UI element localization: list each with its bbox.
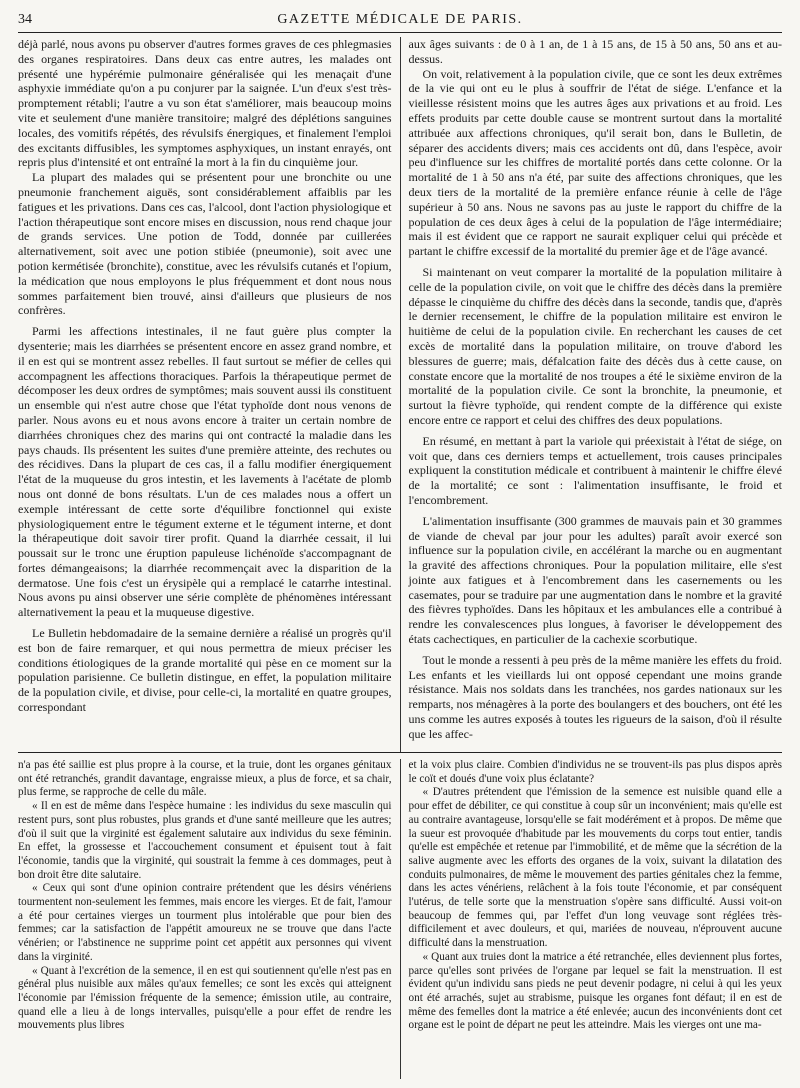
paragraph: La plupart des malades qui se présentent pour une bronchite ou une pneumonie franchement aiguës, sont considérablement affaiblis par les fatigues et les privations. Dans ces cas, l'alcool, dont l'action physiologique et l'action thérapeutique sont encore mises en discussion, nous rend chaque jour de grands services. Une potion de Todd, donnée par cuillerées alternativement, soit avec une potion stibiée (pneumonie), soit avec une potion kermétisée (bronchite), constitue, avec les révulsifs cutanés et l'opium, la médication que nous employons le plus fréquemment et dont nous nous sommes parfaitement bien trouvé, ainsi d'ailleurs que plusieurs de nos confrères.	[18, 170, 392, 318]
paragraph: n'a pas été saillie est plus propre à la course, et la truie, dont les organes génitaux ont été retranchés, grandit davantage, engraisse mieux, a plus de force, et sa chair, plus ferme, se rapproche de celle du mâle.	[18, 759, 392, 799]
paragraph: « Quant à l'excrétion de la semence, il en est qui soutiennent qu'elle n'est pas en général plus nuisible aux mâles qu'aux femelles; ce sont les excès qui atteignent l'économie par l'émission fréquente de la semence; émission utile, au contraire, quand elle a lieu à de longs intervalles, puisqu'elle a pour effet de rendre les mouvements plus libres	[18, 964, 392, 1032]
paragraph: Parmi les affections intestinales, il ne faut guère plus compter la dysenterie; mais les diarrhées se présentent encore en assez grand nombre, et il en est qui se montrent assez rebelles. Il faut surtout se méfier de celles qui accompagnent les affections thoraciques. Parfois la thérapeutique permet de décomposer les deux ordres de symptômes; mais souvent aussi ils constituent un ensemble qui n'est autre chose que l'état typhoïde dont nous venons de parler. Nous avons eu et nous avons encore à traiter un certain nombre de diarrhées chroniques chez des marins qui ont contracté la maladie dans les pays chauds. Ils présentent les suites d'une première atteinte, des rechutes ou des récidives. Dans la plupart de ces cas, il a fallu modifier énergiquement l'état de la muqueuse du gros intestin, et les lavements à l'acétate de plomb nous ont donné de bons résultats. L'un de ces malades nous a offert un exemple intéressant de cette sorte d'équilibre fonctionnel qui existe physiologiquement entre le tégument externe et le tégument interne, et dont la thérapeutique doit savoir tirer profit. Quand la diarrhée cessait, il lui poussait sur le tronc une éruption papuleuse lichénoïde s'accompagnant de fortes démangeaisons; la diarrhée recommençait avec la disparition de la dermatose. Une fois c'est un érysipèle qui a remplacé le catarrhe intestinal. Nous avons pu ainsi observer une série complète de phénomènes intéressant alternativement la peau et la muqueuse digestive.	[18, 324, 392, 620]
paragraph: Le Bulletin hebdomadaire de la semaine dernière a réalisé un progrès qu'il est bon de faire remarquer, et qui nous permettra de mieux préciser les conditions étiologiques de la grande mortalité qui pèse en ce moment sur la population parisienne. Ce bulletin distingue, en effet, la population militaire de la population civile, et divise, pour celle-ci, la mortalité en quatre groupes, correspondant	[18, 626, 392, 715]
paragraph: L'alimentation insuffisante (300 grammes de mauvais pain et 30 grammes de viande de cheval par jour pour les adultes) paraît avoir exercé son influence sur la population civile, en accélérant la marche ou en augmentant la gravité des affections chroniques. Pour la population militaire, elle s'est jointe aux fatigues et à l'encombrement dans les casernements ou les casemates, pour se traduire par une augmentation dans le nombre et la gravité des fièvres typhoïdes. Dans les hôpitaux et les ambulances elle a contribué à rendre les convalescences plus longues, à favoriser le développement des états cachectiques, en particulier de la cachexie scorbutique.	[408, 513, 782, 647]
paragraph: Tout le monde a ressenti à peu près de la même manière les effets du froid. Les enfants et les vieillards lui ont opposé cependant une moins grande résistance. Mais nos soldats dans les tranchées, nos gardes nationaux sur les remparts, nos ménagères à la porte des boulangers et des bouchers, ont été les uns comme les autres exposés à toutes les rigueurs de la saison, d'où il résulte que les affec-	[408, 652, 782, 741]
upper-left-column	[18, 37, 400, 752]
paragraph: Si maintenant on veut comparer la mortalité de la population militaire à celle de la population civile, on voit que le chiffre des décès dans la première dépasse le cinquième du chiffre des décès dans la seconde, tandis que, d'après le dernier recensement, le chiffre de la population militaire est environ le huitième de celui de la population civile. En recherchant les causes de cet excès de mortalité dans la population militaire, on trouve d'abord les blessures de guerre; mais, défalcation faite des décès dus à cette cause, on constate encore que la mortalité de nos troupes a été le sixième environ de la mortalité de la population civile. Ce sont la bronchite, la pneumonie, et surtout la fièvre typhoïde, qui rendent compte de la différence qui existe encore entre ce rapport et celui des chiffres des deux populations.	[408, 264, 782, 427]
page-number: 34	[18, 12, 32, 27]
lower-section	[18, 759, 782, 1079]
running-title: GAZETTE MÉDICALE DE PARIS.	[277, 12, 523, 27]
section-divider	[18, 752, 782, 753]
paragraph: « Il en est de même dans l'espèce humaine : les individus du sexe masculin qui restent purs, sont plus robustes, plus grands et d'une santé meilleure que les autres; d'où il suit que la virginité est également salutaire aux individus du sexe féminin. En effet, la grossesse et l'accouchement consument et épuisent tout à fait l'économie, tandis que la virginité, qui soustrait la femme à ces dommages, peut à bon droit être dite salutaire.	[18, 800, 392, 881]
paragraph: En résumé, en mettant à part la variole qui préexistait à l'état de siége, on voit que, dans ces derniers temps et actuellement, trois causes principales expliquent la constitution médicale et contribuent à maintenir le chiffre élevé de la mortalité; ce sont : l'alimentation insuffisante, le froid et l'encombrement.	[408, 433, 782, 507]
paragraph: « D'autres prétendent que l'émission de la semence est nuisible quand elle a pour effet de débiliter, ce qui constitue à coup sûr un inconvénient; mais qu'elle est au contraire avantageuse, lorsqu'elle se fait modérément et à propos. De même que la sueur est provoquée d'habitude par les mouvements du corps tout entier, tandis qu'elle est empêchée et retenue par l'immobilité, et de même que la sécrétion de la salive augmente avec les efforts des organes de la voix, suivant la dilatation des conduits pulmonaires, de même le mouvement des parties génitales chez la femme, dans les actes vénériens, relâchent à la fois toute l'économie, et par conséquent l'utérus, de telle sorte que la menstruation s'opère sans difficulté. Aussi voit-on beaucoup de femmes qui, par l'effet d'un long veuvage sont réglées très-difficilement et avec douleurs, et qui, mariées de nouveau, n'éprouvent aucune difficulté dans la menstruation.	[408, 786, 782, 950]
lower-left-column	[18, 759, 400, 1079]
page-header	[18, 6, 782, 33]
paragraph: et la voix plus claire. Combien d'individus ne se trouvent-ils pas plus dispos après le coït et doués d'une voix plus éclatante?	[408, 759, 782, 785]
paragraph: déjà parlé, nous avons pu observer d'autres formes graves de ces phlegmasies des organes respiratoires. Dans deux cas entre autres, les malades ont présenté une hypérémie pulmonaire généralisée qui les menaçait d'une asphyxie immédiate qu'on a pu conjurer par la saignée. L'un d'eux s'est très-promptement rétabli; l'autre a vu son état s'améliorer, mais beaucoup moins vite et seulement d'une manière transitoire; malgré des déplétions sanguines locales, des vomitifs répétés, des révulsifs énergiques, et finalement l'emploi des excitants diffusibles, les symptomes asphyxiques, un instant enrayés, ont repris plus d'intensité et ont entraîné la mort à la fin du cinquième jour.	[18, 37, 392, 170]
paragraph: « Quant aux truies dont la matrice a été retranchée, elles deviennent plus fortes, parce qu'elles sont privées de l'organe par lequel se fait la menstruation. Il est évident qu'un individu sans pieds ne peut devenir podagre, ni celui à qui les yeux ont été arrachés, sujet au strabisme, puisque les organes font défaut; il en est de même des femelles dont la matrice a été enlevée; aucun des inconvénients dont cet organe est le point de départ ne peut les atteindre. Mais les vierges ont une ma-	[408, 950, 782, 1032]
upper-section	[18, 37, 782, 752]
paragraph: « Ceux qui sont d'une opinion contraire prétendent que les désirs vénériens tourmentent non-seulement les femmes, mais encore les vierges. Et de fait, l'amour a été pour certaines vierges un tourment plus intolérable que pour bien des femmes; car la satisfaction de l'appétit amoureux ne se trouve que dans l'acte vénérien; or l'abstinence ne supprime point cet appétit aux personnes qui vivent dans la virginité.	[18, 882, 392, 963]
paragraph: On voit, relativement à la population civile, que ce sont les deux extrêmes de la vie qui ont eu le plus à souffrir de l'état de siége. L'enfance et la vieillesse résistent moins que les autres âges aux privations et au froid. Les effets produits par cette double cause se montrent surtout dans la mortalité attribuée aux affections chroniques, qu'il serait bon, dans le Bulletin, de séparer des accidents divers; mais ces accidents ont dû, dans l'espèce, avoir peu d'influence sur les chiffres de mortalité portés dans cette colonne. Or la mortalité de 1 à 50 ans n'a été, par suite des affections chroniques, que les deux tiers de la mortalité de la première enfance réunie à celle de l'âge supérieur à 50 ans. Nous ne savons pas au juste le rapport du chiffre de la population de ces deux âges à celui de la population de l'âge intermédiaire; mais il est évident que ce rapport ne saurait expliquer celui qui précède et partant le chiffre excessif de la mortalité du premier âge et de l'âge avancé.	[408, 66, 782, 259]
paragraph: aux âges suivants : de 0 à 1 an, de 1 à 15 ans, de 15 à 50 ans, 50 ans et au-dessus.	[408, 37, 782, 66]
lower-right-column	[400, 759, 783, 1079]
upper-right-column	[400, 37, 783, 752]
